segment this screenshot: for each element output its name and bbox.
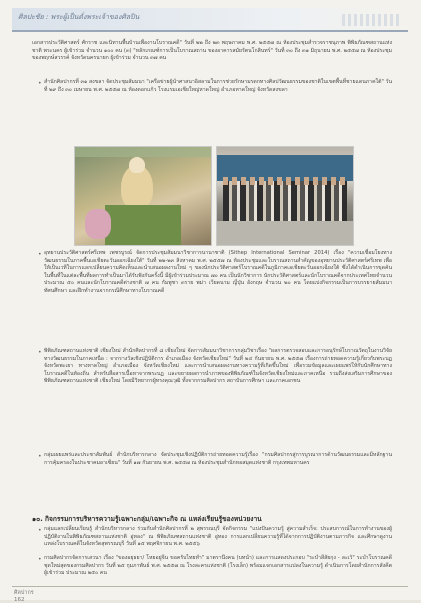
paragraph-pr-workshop: กลุ่มเผยแพร่และประชาสัมพันธ์ สำนักบริหารกลาง จัดประชุมเชิงปฏิบัติการถ่ายทอดความรู้เรื่อง "กรมศิลปากรสู่การบูรณาการด้านวัฒนธรรมและมีหลักฐานการคุ้มครองในประชาคมอาเซียน" วันที่ ๑๗ กันยายน พ.ศ. ๒๕๕๗ ณ ห้องประชุมสำนักหอสมุดแห่งชาติ กรุงเทพมหานคร bbox=[44, 452, 392, 466]
bullet-icon: • bbox=[38, 251, 42, 258]
paragraph-songkhla-seminar: สำนักศิลปากรที่ ๓๑ สงขลา จัดประชุมสัมมนา "เครือข่ายผู้นำศาสนาอิสลามในการช่วยรักษามรดกทางศิลปวัฒนธรรมของชาติในเขตพื้นที่ชายแดนภาคใต้" วันที่ ๒๙ ถึง ๓๐ เมษายน พ.ศ. ๒๕๕๗ ณ ห้องดอกแก้ว โรงแรมเอเชียใหญ่หาดใหญ่ อำเภอหาดใหญ่ จังหวัดสงขลา bbox=[44, 79, 392, 93]
page-number: 162 bbox=[14, 597, 25, 603]
paragraph-seminar-history: เอกสารประวัติศาสตร์ ศักราช และนิทานพื้นบ้านเพื่องานโบราณคดี" วันที่ ๒๒ ถึง ๒๓ พฤษภาคม พ.ศ. ๒๕๕๗ ณ ห้องประชุมสำรวจราชนุภาพ พิพิธภัณฑสถานแห่งชาติ พระนคร ผู้เข้าร่วม จำนวน ๑๐๐ คน (๓) "หลักเกณฑ์การเป็นโบราณสถาน ของอาคารสมัยรัตนโกสินทร์" วันที่ ๓๐ ถึง ๓๑ มิถุนายน พ.ศ. ๒๕๕๗ ณ ห้องประชุม ของพฤกษ์สวรรค์ จังหวัดนครนายก ผู้เข้าร่วม จำนวน ๓๗ คน bbox=[32, 40, 392, 62]
bullet-icon: • bbox=[38, 80, 42, 87]
footer-label: ศิลปากร bbox=[14, 590, 34, 596]
paragraph-knowledge-sharing: กลุ่มแลกเปลี่ยนเรียนรู้ สำนักบริหารกลาง ร่วมกับสำนักศิลปากรที่ ๒ สุพรรณบุรี จัดกิจกรรม "แบ่งปันความรู้ สู่ความสำเร็จ: ประสบการณ์ในการทำงานของผู้ปฏิบัติงานในพิพิธภัณฑสถานแห่งชาติ อู่ทอง" ณ พิพิธภัณฑสถานแห่งชาติ อู่ทอง การแลกเปลี่ยนความรู้ที่ได้จากการปฏิบัติงานตามภารกิจ และศึกษาดูงานแหล่งโบราณคดีในจังหวัดสุพรรณบุรี วันที่ ๑๕ พฤศจิกายน พ.ศ. ๒๕๕๖ bbox=[44, 526, 392, 548]
paragraph-chiangmai-museum: พิพิธภัณฑสถานแห่งชาติ เชียงใหม่ สำนักศิลปากรที่ ๘ เชียงใหม่ จัดการสัมมนาวิชาการกลุ่มวิชาเรื่อง "ผลการตรวจสอบและการอนุรักษ์โบราณวัตถุในงานวิจัยทางวัฒนธรรมในภาคเหนือ : จากรางวัลเชิงปฏิบัติการ อำเภอเมือง จังหวัดเชียงใหม่" วันที่ ๒๔ กันยายน พ.ศ. ๒๕๕๗ เรื่องการถ่ายทอดความรู้เกี่ยวกับพระบฏ จังหวัดพะเยา ทางหาดใหญ่ อำเภอเมือง จังหวัดเชียงใหม่ และการนำเสนอผลงานทางความรู้ที่เกิดขึ้นใหม่ เพื่อรวมข้อมูลและเผยแพร่ให้กับนักศึกษาทางโบราณคดีในท้องถิ่น สำหรับสื่อสารเนื้อหาจากพระบฏ และขยายผลการนำภาพของพิพิธภัณฑ์ในจังหวัดเชียงใหม่และภาคเหนือ รวมถึงส่งเสริมการศึกษาของพิพิธภัณฑสถานแห่งชาติ เชียงใหม่ โดยมีวิทยากรผู้ทรงคุณวุฒิ ทั้งจากกรมศิลปากร สถาบันการศึกษา และภาคเอกชน bbox=[44, 348, 392, 385]
header-ornament bbox=[342, 14, 402, 26]
page-header bbox=[12, 8, 408, 32]
bullet-icon: • bbox=[38, 453, 42, 460]
page-footer bbox=[14, 589, 34, 603]
bullet-icon: • bbox=[38, 556, 42, 563]
section-title: ๑๐. กิจกรรมการบริหารความรู้เฉพาะกลุ่ม/เฉพาะกิจ ณ แหล่งเรียนรู้ของหน่วยงาน bbox=[32, 515, 262, 523]
header-title: ศิลปะชัย : พระผู้เป็นดั่งพระเจ้าของศิลปิน bbox=[18, 13, 140, 21]
paragraph-theatre-event: กรมศิลปากรจัดการเสวนา เรื่อง "ของอยุธยา/ โหยอยู่จีน ขอครับไทยทำ" มาตรานึงคน (บทนำ) และการแสดงประกอบ "ระบำสีสัยกุง - ละเว้" ระบำโบราณคดีชุดใหม่สุดของกรมศิลปากร วันที่ ๒๕ กุมภาพันธ์ พ.ศ. ๒๕๕๗ ณ โรงละครแห่งชาติ (โรงเล็ก) พร้อมแจกเอกสารแปลงในความรู้ ดำเนินการโดยสำนักการสังคีต ผู้เข้าร่วม ประมาณ ๒๕๐ คน bbox=[44, 555, 392, 577]
bullet-icon: • bbox=[38, 349, 42, 356]
footer-divider bbox=[12, 586, 408, 587]
seminar-speaker-photo bbox=[74, 146, 212, 246]
paragraph-srithep-seminar: อุทยานประวัติศาสตร์ศรีเทพ เพชรบูรณ์ จัดการประชุมสัมมนาวิชาการนานาชาติ (Sithep International Seminar 2014) เรื่อง "ความเชื่อมโยงทางวัฒนธรรมในภาคพื้นเอเชียตะวันออกเฉียงใต้" วันที่ ๒๒-๒๓ สิงหาคม พ.ศ. ๒๕๕๗ ณ ห้องประชุมและโบราณสถานสำคัญของอุทยานประวัติศาสตร์ศรีเทพ เพื่อให้เป็นเวทีในการแลกเปลี่ยนความคิดเห็นและนำเสนอผลงานใหม่ ๆ ของนักประวัติศาสตร์โบราณคดีในภูมิภาคเอเชียตะวันออกเฉียงใต้ ซึ่งได้ดำเนินการขุดค้นในพื้นที่ในแต่ละพื้นที่ผลการทำเป็นมาได้รับฟังกันครั้งนี้ มีผู้เข้าร่วมประมาณ ๗๐ คน เป็นนักวิชาการ นักประวัติศาสตร์และนักโบราณคดีจากประเทศไทยจำนวนประมาณ ๕๐ คนและนักโบราณคดีต่างชาติ ๗ คน กัมพูชา ๓ราย พม่า เวียดนาม ญี่ปุ่น อังกฤษ จำนวน ๒๐ คน โดยแบ่งกิจกรรมเป็นการบรรยายสัมมนา ทัศนศึกษา และฝึกทำงานจากกรณีศึกษาทางโบราณคดี bbox=[44, 250, 392, 294]
bullet-icon: • bbox=[38, 527, 42, 534]
photo-strip bbox=[74, 146, 354, 244]
group-photo bbox=[216, 146, 354, 246]
